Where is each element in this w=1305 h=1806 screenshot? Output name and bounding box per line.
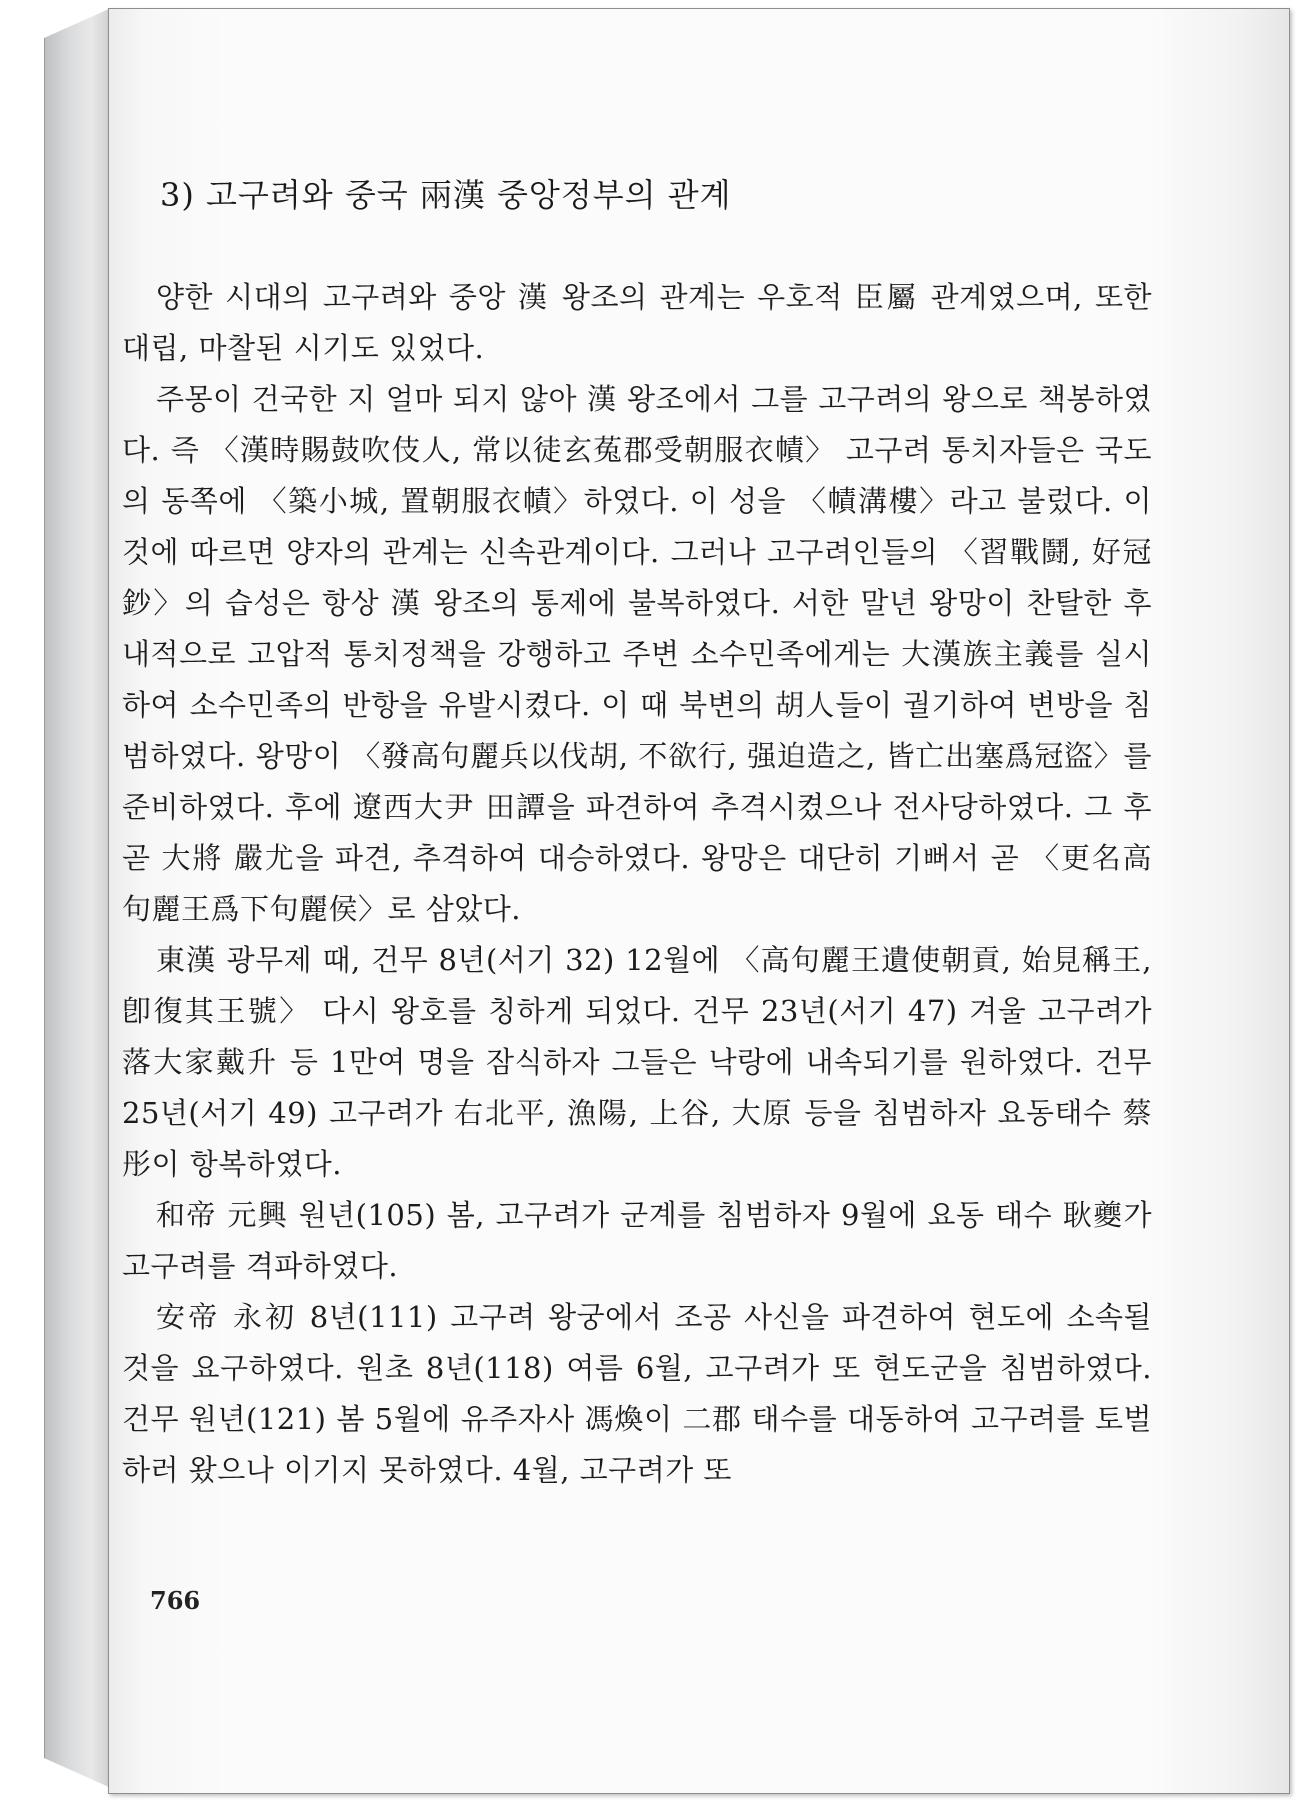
page-number: 766 (150, 1586, 201, 1615)
paragraph-5: 安帝 永初 8년(111) 고구려 왕궁에서 조공 사신을 파견하여 현도에 소속될 것을 요구하였다. 원초 8년(118) 여름 6월, 고구려가 또 현도군을 침범하였다. 건무 원년(121) 봄 5월에 유주자사 馮煥이 二郡 태수를 대동하여 고구려를 토벌하러 왔으나 이기지 못하였다. 4월, 고구려가 또 (122, 1300, 1152, 1487)
paragraph-1: 양한 시대의 고구려와 중앙 漢 왕조의 관계는 우호적 臣屬 관계였으며, 또한 대립, 마찰된 시기도 있었다. (122, 280, 1152, 365)
paragraph-4: 和帝 元興 원년(105) 봄, 고구려가 군계를 침범하자 9월에 요동 태수 耿夔가 고구려를 격파하였다. (122, 1198, 1152, 1283)
paragraph-3: 東漢 광무제 때, 건무 8년(서기 32) 12월에 〈高句麗王遺使朝貢, 始見稱王, 卽復其王號〉 다시 왕호를 칭하게 되었다. 건무 23년(서기 47) 겨울 고구려가 落大家戴升 등 1만여 명을 잠식하자 그들은 낙랑에 내속되기를 원하였다. 건무 25년(서기 49) 고구려가 右北平, 漁陽, 上谷, 大原 등을 침범하자 요동태수 蔡彤이 항복하였다. (122, 943, 1152, 1181)
body-text (122, 272, 1152, 1496)
book-spine (44, 8, 111, 1788)
section-heading: 3) 고구려와 중국 兩漢 중앙정부의 관계 (160, 176, 732, 214)
paragraph-2: 주몽이 건국한 지 얼마 되지 않아 漢 왕조에서 그를 고구려의 왕으로 책봉하였다. 즉 〈漢時賜鼓吹伎人, 常以徒玄菟郡受朝服衣幘〉 고구려 통치자들은 국도의 동쪽에 〈築小城, 置朝服衣幘〉하였다. 이 성을 〈幘溝樓〉라고 불렀다. 이것에 따르면 양자의 관계는 신속관계이다. 그러나 고구려인들의 〈習戰鬪, 好冠鈔〉의 습성은 항상 漢 왕조의 통제에 불복하였다. 서한 말년 왕망이 찬탈한 후 내적으로 고압적 통치정책을 강행하고 주변 소수민족에게는 大漢族主義를 실시하여 소수민족의 반항을 유발시켰다. 이 때 북변의 胡人들이 궐기하여 변방을 침범하였다. 왕망이 〈發高句麗兵以伐胡, 不欲行, 强迫造之, 皆亡出塞爲冠盜〉를 준비하였다. 후에 遼西大尹 田譚을 파견하여 추격시켰으나 전사당하였다. 그 후 곧 大將 嚴尤을 파견, 추격하여 대승하였다. 왕망은 대단히 기뻐서 곧 〈更名高句麗王爲下句麗侯〉로 삼았다. (122, 382, 1152, 926)
